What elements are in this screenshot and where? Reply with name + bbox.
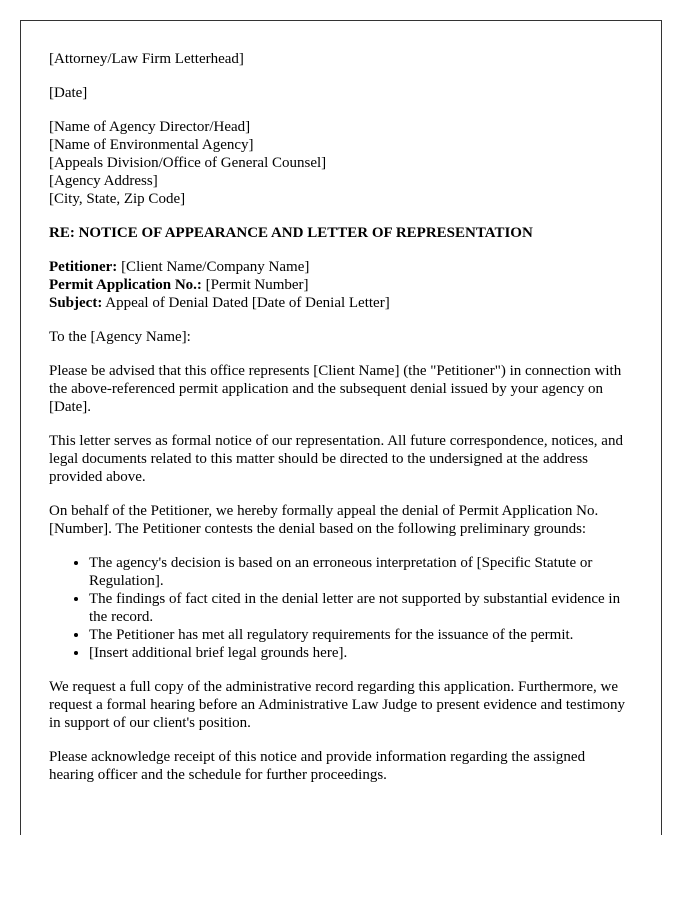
detail-label: Subject: — [49, 295, 103, 311]
recipient-line: [Name of Agency Director/Head] — [49, 119, 251, 135]
re-line-text: RE: NOTICE OF APPEARANCE AND LETTER OF REPRESENTATION — [49, 225, 533, 241]
recipient-line: [Name of Environmental Agency] — [49, 137, 254, 153]
recipient-address — [49, 118, 633, 208]
recipient-line: [Agency Address] — [49, 173, 158, 189]
body-paragraph: Please acknowledge receipt of this notice and provide information regarding the assigned hearing officer and the schedule for further proceedings. — [49, 749, 586, 783]
body-paragraph: This letter serves as formal notice of our representation. All future correspondence, notices, and legal documents related to this matter should be directed to the undersigned at the address provided above. — [49, 433, 623, 485]
re-line — [49, 224, 633, 242]
recipient-line: [City, State, Zip Code] — [49, 191, 186, 207]
body-paragraph: We request a full copy of the administrative record regarding this application. Furthermore, we request a formal hearing before an Administrative Law Judge to present evidence and testimony in support of our client's position. — [49, 679, 626, 731]
detail-value: [Permit Number] — [201, 277, 309, 293]
letter-page — [20, 20, 662, 835]
list-item: • The Petitioner has met all regulatory requirements for the issuance of the permit. — [89, 626, 633, 644]
detail-value: [Client Name/Company Name] — [117, 259, 310, 275]
recipient-line: [Appeals Division/Office of General Counsel] — [49, 155, 327, 171]
body-paragraph: On behalf of the Petitioner, we hereby formally appeal the denial of Permit Application No. [Number]. The Petitioner contests the denial based on the following preliminary grounds: — [49, 503, 599, 537]
grounds-list — [49, 554, 633, 662]
detail-label: Petitioner: — [49, 259, 118, 275]
matter-details — [49, 258, 633, 312]
letter-date: [Date] — [49, 85, 88, 101]
salutation: To the [Agency Name]: — [49, 329, 191, 345]
detail-label: Permit Application No.: — [49, 277, 202, 293]
letterhead: [Attorney/Law Firm Letterhead] — [49, 51, 244, 67]
body-paragraph: Please be advised that this office represents [Client Name] (the "Petitioner") in connection with the above-referenced permit application and the subsequent denial issued by your agency on [Date]. — [49, 363, 622, 415]
list-item: • The agency's decision is based on an erroneous interpretation of [Specific Statute or Regulation]. — [89, 554, 633, 590]
list-item: • The findings of fact cited in the denial letter are not supported by substantial evidence in the record. — [89, 590, 633, 626]
list-item: • [Insert additional brief legal grounds here]. — [89, 644, 633, 662]
detail-value: Appeal of Denial Dated [Date of Denial Letter] — [102, 295, 390, 311]
